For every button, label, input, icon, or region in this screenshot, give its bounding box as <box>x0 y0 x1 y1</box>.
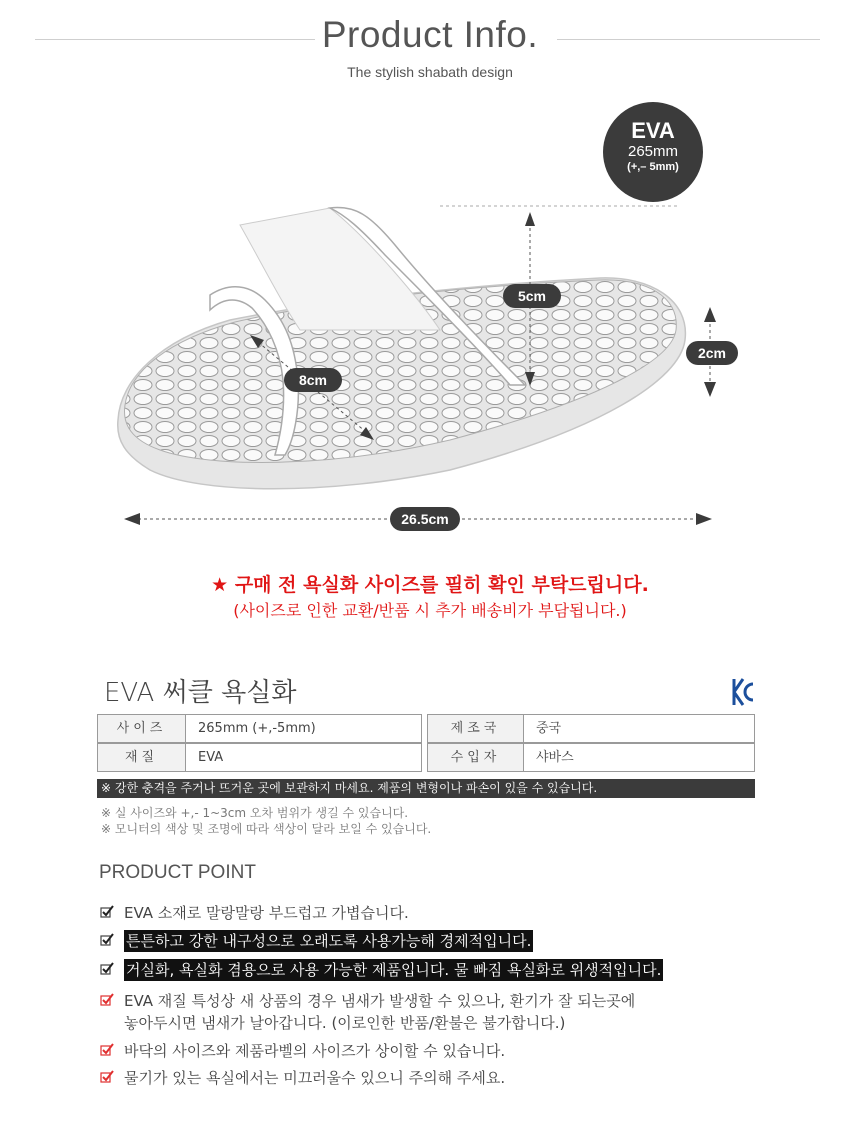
spec-size-label: 사이즈 <box>97 714 186 743</box>
badge-material: EVA <box>631 118 675 143</box>
kc-certification-icon <box>731 675 755 709</box>
caution-banner: ※ 강한 충격을 주거나 뜨거운 곳에 보관하지 마세요. 제품의 변형이나 파손이 있을 수 있습니다. <box>97 779 755 798</box>
arrowhead-2cm-top <box>704 307 716 322</box>
material-badge <box>603 102 703 202</box>
label-2cm: 2cm <box>686 341 738 365</box>
check-icon <box>100 961 114 975</box>
label-8cm: 8cm <box>284 368 342 392</box>
arrowhead-2cm-bottom <box>704 382 716 397</box>
size-warning: ★ 구매 전 욕실화 사이즈를 필히 확인 부탁드립니다. <box>211 574 649 596</box>
badge-tolerance: (+,– 5mm) <box>627 161 679 173</box>
red-check-icon <box>100 1042 114 1056</box>
point-text: 바닥의 사이즈와 제품라벨의 사이즈가 상이할 수 있습니다. <box>124 1042 506 1060</box>
point-text: EVA 재질 특성상 새 상품의 경우 냄새가 발생할 수 있으나, 환기가 잘 되는곳에 <box>124 992 636 1010</box>
check-icon <box>100 932 114 946</box>
point-text-highlighted: 튼튼하고 강한 내구성으로 오래도록 사용가능해 경제적입니다. <box>126 932 532 950</box>
point-text-highlighted: 거실화, 욕실화 겸용으로 사용 가능한 제품입니다. 물 빠짐 욕실화로 위생적입니다. <box>126 961 662 979</box>
badge-size: 265mm <box>627 143 679 160</box>
spec-origin-value: 중국 <box>523 714 755 743</box>
spec-table <box>97 714 755 772</box>
size-warning-note: (사이즈로 인한 교환/반품 시 추가 배송비가 부담됩니다.) <box>233 601 627 620</box>
red-check-icon <box>100 992 114 1006</box>
note-size-tolerance: ※ 실 사이즈와 +,- 1~3cm 오차 범위가 생길 수 있습니다. <box>101 806 409 820</box>
check-icon <box>100 904 114 918</box>
point-text: 물기가 있는 욕실에서는 미끄러울수 있으니 주의해 주세요. <box>124 1069 506 1087</box>
spec-material-value: EVA <box>185 743 422 772</box>
note-monitor-color: ※ 모니터의 색상 및 조명에 따라 색상이 달라 보일 수 있습니다. <box>101 822 432 836</box>
spec-size-value: 265mm (+,-5mm) <box>185 714 422 743</box>
red-check-icon <box>100 1069 114 1083</box>
arrowhead-5cm-top <box>525 212 535 226</box>
page-subtitle: The stylish shabath design <box>347 64 513 80</box>
spec-material-label: 재질 <box>97 743 186 772</box>
product-name: EVA 써클 욕실화 <box>104 678 297 708</box>
slipper-diagram <box>0 180 860 550</box>
product-point-title: PRODUCT POINT <box>99 862 256 883</box>
spec-importer-value: 샤바스 <box>523 743 755 772</box>
point-text: 놓아두시면 냄새가 날아갑니다. (이로인한 반품/환불은 불가합니다.) <box>124 1014 566 1032</box>
spec-origin-label: 제조국 <box>427 714 524 743</box>
arrowhead-length-right <box>696 513 712 525</box>
point-text: EVA 소재로 말랑말랑 부드럽고 가볍습니다. <box>124 904 409 922</box>
label-26-5cm: 26.5cm <box>390 507 460 531</box>
arrowhead-length-left <box>124 513 140 525</box>
page-title: Product Info. <box>321 14 539 55</box>
label-5cm: 5cm <box>503 284 561 308</box>
spec-importer-label: 수입자 <box>427 743 524 772</box>
